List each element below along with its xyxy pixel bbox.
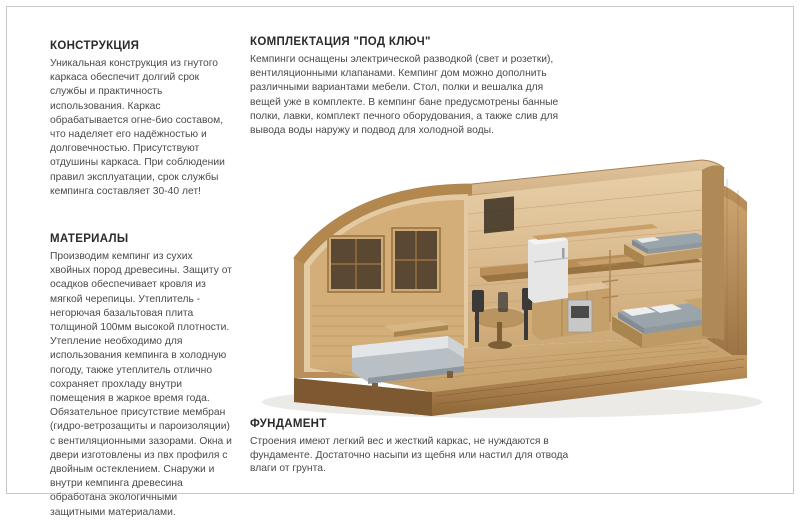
- section-materials: [50, 233, 232, 520]
- section-turnkey-title: КОМПЛЕКТАЦИЯ "ПОД КЛЮЧ": [250, 36, 431, 48]
- section-turnkey: [250, 36, 560, 138]
- section-construction-title: КОНСТРУКЦИЯ: [50, 40, 140, 52]
- section-turnkey-text: Кемпинги оснащены электрической разводкой (свет и розетки), вентиляционными клапанами. Кемпинг дом можно дополнить различными вариантами мебели. Стол, полки и вешалка для вещей уже в комплекте. В кемпинг бане предусмотрены банные полки, лавки, комплект печного оборудования, а также слив для вывода воды наружу и подвод для холодной воды.: [250, 54, 559, 137]
- section-foundation: [250, 418, 595, 476]
- section-construction-text: Уникальная конструкция из гнутого каркаса обеспечит долгий срок службы и практичность использования. Каркас обрабатывается огне-био составом, что наделяет его надёжностью и долговечностью. Присутствуют отдушины каркаса. При соблюдении правил эксплуатации, срок службы кемпинга составляет 30-40 лет!: [50, 58, 225, 197]
- section-foundation-text: Строения имеют легкий вес и жесткий каркас, не нуждаются в фундаменте. Достаточно насыпи из щебня или настил для отвода влаги от грунта.: [250, 436, 569, 475]
- section-materials-text: Производим кемпинг из сухих хвойных пород древесины. Защиту от осадков обеспечивает кровля из мягкой черепицы. Утеплитель - негорючая базальтовая плита толщиной 100мм высокой плотности. Утепление необходимо для использования кемпинга в холодную погоду, также утеплитель отлично сохраняет прохладу внутри помещения в жаркое время года. Обязательное присутствие мембран (гидро-ветрозащиты и пароизоляции) с вентиляционными зазорами. Окна и двери изготовлены из пвх профиля с двойным остеклением. Снаружи и внутри кемпинга древесина обработана экологичными защитными материалами.: [50, 251, 232, 518]
- section-construction: [50, 40, 226, 199]
- cabin-illustration: [232, 140, 772, 440]
- section-materials-title: МАТЕРИАЛЫ: [50, 233, 129, 245]
- section-foundation-title: ФУНДАМЕНТ: [250, 418, 327, 430]
